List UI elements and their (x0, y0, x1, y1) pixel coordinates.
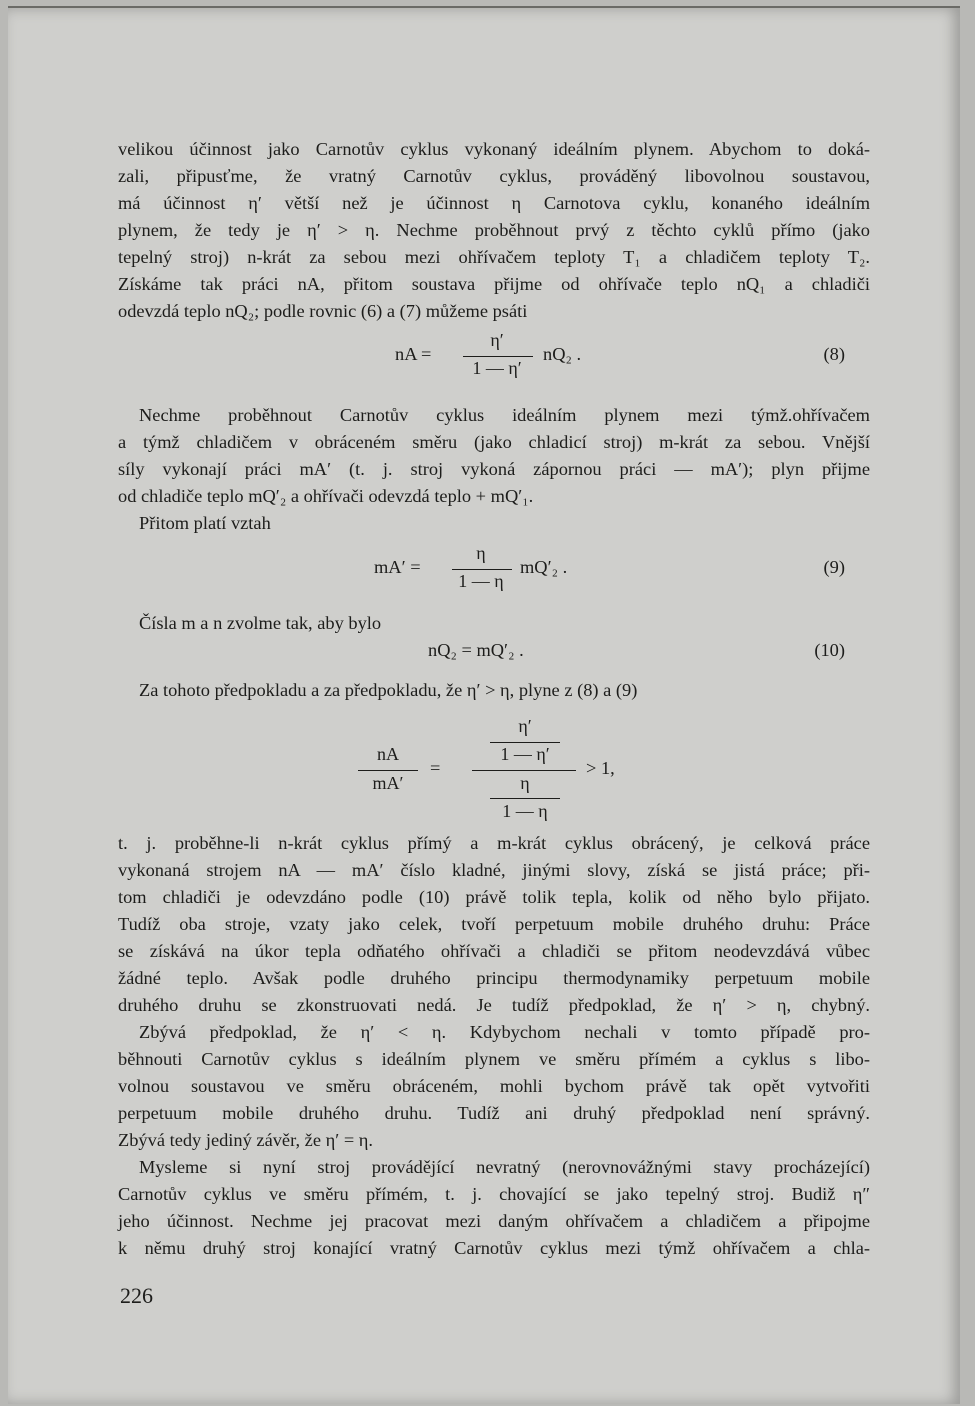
text-line: Přitom platí vztah (139, 513, 271, 533)
text-line: Carnotův cyklus ve směru přímém, t. j. chovající se jako tepelný stroj. Budiž η″ (118, 1184, 870, 1204)
inner-fraction-bar (490, 798, 560, 799)
inner-numerator: η (520, 773, 530, 793)
fraction-denominator: mA′ (372, 773, 404, 793)
text-line: síly vykonají práci mA′ (t. j. stroj vykoná zápornou práci — mA′); plyn přijme (118, 459, 870, 479)
equation-lhs: nA = (395, 344, 432, 364)
text-line: tepelný stroj) n-krát za sebou mezi ohřívačem teploty T₁ a chladičem teploty T₂. (118, 247, 870, 267)
text-line: velikou účinnost jako Carnotův cyklus vykonaný ideálním plynem. Abychom to doká- (118, 139, 870, 159)
text-line: Čísla m a n zvolme tak, aby bylo (139, 613, 382, 633)
text-line: Tudíž oba stroje, vzaty jako celek, tvoří perpetuum mobile druhého druhu: Práce (118, 914, 870, 934)
text-line: Získáme tak práci nA, přitom soustava přijme od ohřívače teplo nQ₁ a chladiči (118, 274, 870, 294)
inequality-rhs: > 1, (586, 758, 615, 778)
text-line: volnou soustavou ve směru obráceném, mohli bychom právě tak opět vytvořiti (118, 1076, 870, 1096)
text-line: Za tohoto předpokladu a za předpokladu, že η′ > η, plyne z (8) a (9) (139, 680, 638, 700)
text-line: perpetuum mobile druhého druhu. Tudíž ani druhý předpoklad není správný. (118, 1103, 870, 1123)
fraction-denominator: 1 — η′ (472, 358, 522, 378)
page-number: 226 (120, 1283, 153, 1308)
text-line: odevzdá teplo nQ₂; podle rovnic (6) a (7) můžeme psáti (118, 301, 528, 321)
fraction-numerator: η′ (490, 330, 504, 350)
text-line: t. j. proběhne-li n-krát cyklus přímý a m-krát cyklus obrácený, je celková práce (118, 833, 870, 853)
text-line: tom chladiči je odevzdáno podle (10) právě tolik tepla, kolik od něho bylo přijato. (118, 887, 870, 907)
fraction-denominator: 1 — η (458, 571, 504, 591)
fraction-numerator: η (476, 543, 486, 563)
text-line: druhého druhu se zkonstruovati nedá. Je tudíž předpoklad, že η′ > η, chybný. (118, 995, 870, 1015)
equation-body: nQ₂ = mQ′₂ . (428, 640, 524, 660)
equation-lhs: mA′ = (374, 557, 421, 577)
text-line: Mysleme si nyní stroj provádějící nevratný (nerovnovážnými stavy procházející) (139, 1157, 870, 1177)
text-line: zali, připusťme, že vratný Carnotův cyklus, prováděný libovolnou soustavou, (118, 166, 870, 186)
text-line: má účinnost η′ větší než je účinnost η Carnotova cyklu, konaného ideálním (118, 193, 870, 213)
text-line: od chladiče teplo mQ′₂ a ohřívači odevzdá teplo + mQ′₁. (118, 486, 534, 506)
equation-rhs: mQ′₂ . (520, 557, 568, 577)
equals-sign: = (430, 758, 441, 778)
inner-numerator: η′ (518, 716, 532, 736)
book-page (8, 6, 960, 1404)
text-line: plynem, že tedy je η′ > η. Nechme proběhnout prvý z těchto cyklů přímo (jako (118, 220, 870, 240)
inner-denominator: 1 — η′ (500, 744, 550, 764)
text-line: Nechme proběhnout Carnotův cyklus ideálním plynem mezi týmž.ohřívačem (139, 405, 870, 425)
text-line: běhnouti Carnotův cyklus s ideálním plynem ve směru přímém a cyklus s libo- (118, 1049, 870, 1069)
equation-rhs: nQ₂ . (543, 344, 582, 364)
text-line: k němu druhý stroj konající vratný Carnotův cyklus mezi týmž ohřívačem a chla- (118, 1238, 870, 1258)
fraction-bar (358, 770, 418, 771)
text-line: jeho účinnost. Nechme jej pracovat mezi daným ohřívačem a chladičem a připojme (118, 1211, 870, 1231)
equation-number: (8) (823, 344, 845, 364)
text-line: a týmž chladičem v obráceném směru (jako chladicí stroj) m-krát za sebou. Vnější (118, 432, 870, 452)
text-line: žádné teplo. Avšak podle druhého principu thermodynamiky perpetuum mobile (118, 968, 870, 988)
text-line: vykonaná strojem nA — mA′ číslo kladné, jinými slovy, získá se jistá práce; při- (118, 860, 870, 880)
equation-number: (10) (814, 640, 845, 660)
inner-denominator: 1 — η (502, 801, 548, 821)
fraction-numerator: nA (377, 744, 399, 764)
equation-number: (9) (823, 557, 845, 577)
text-line: se získává na úkor tepla odňatého ohřívači a chladiči se přitom neodevzdává vůbec (118, 941, 870, 961)
main-fraction-bar (472, 770, 576, 771)
text-line: Zbývá předpoklad, že η′ < η. Kdybychom nechali v tomto případě pro- (139, 1022, 870, 1042)
text-line: Zbývá tedy jediný závěr, že η′ = η. (118, 1130, 374, 1150)
